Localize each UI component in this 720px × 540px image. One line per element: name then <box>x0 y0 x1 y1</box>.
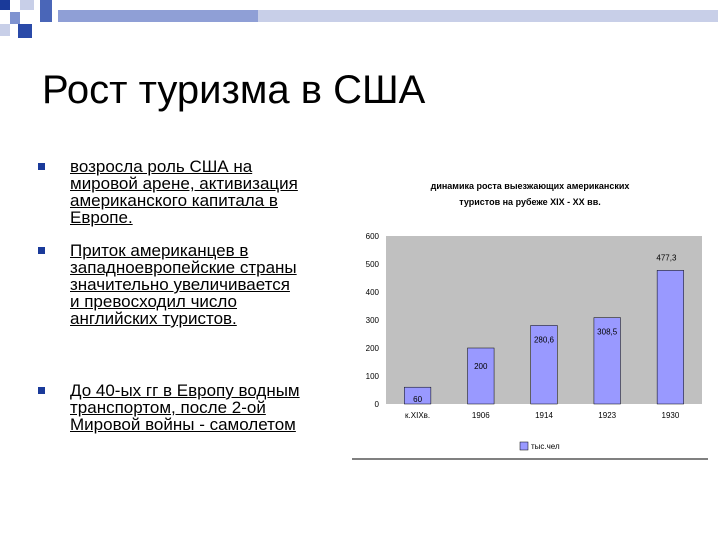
y-tick-label: 100 <box>365 372 379 381</box>
slide-title: Рост туризма в США <box>42 68 426 112</box>
y-tick-label: 600 <box>365 232 379 241</box>
x-tick-label: 1914 <box>535 411 553 420</box>
bullet-text: Приток американцев в западноевропейские страны значительно увеличивается и превосходил число английских туристов. <box>70 241 297 328</box>
data-label: 200 <box>474 362 488 371</box>
legend-swatch <box>520 442 528 450</box>
y-tick-label: 400 <box>365 288 379 297</box>
slide-decoration <box>0 0 720 48</box>
bullet-item <box>38 242 297 327</box>
chart-title-line-2: туристов на рубеже XIX - XX вв. <box>459 197 601 207</box>
data-label: 477,3 <box>656 253 677 263</box>
y-tick-label: 200 <box>365 344 379 353</box>
bar <box>657 270 684 404</box>
bullet-item <box>38 158 298 226</box>
bar-chart <box>352 172 708 460</box>
y-tick-label: 0 <box>374 400 379 409</box>
bullet-text: возросла роль США на мировой арене, активизация американского капитала в Европе. <box>70 157 298 227</box>
bullet-text: До 40-ых гг в Европу водным транспортом, после 2-ой Мировой войны - самолетом <box>70 381 300 434</box>
bullet-square-icon <box>38 247 45 254</box>
y-tick-label: 500 <box>365 260 379 269</box>
data-label: 280,6 <box>533 335 555 345</box>
x-tick-label: 1930 <box>661 411 680 420</box>
bullet-item <box>38 382 300 433</box>
bullet-square-icon <box>38 163 45 170</box>
data-label: 308,5 <box>597 327 618 337</box>
data-label: 60 <box>413 395 423 405</box>
y-tick-label: 300 <box>365 316 379 325</box>
bullet-square-icon <box>38 387 45 394</box>
legend-label: тыс.чел <box>531 442 560 451</box>
bar <box>468 348 495 404</box>
chart-title-line-1: динамика роста выезжающих американских <box>430 181 630 191</box>
x-tick-label: 1923 <box>598 411 617 420</box>
x-tick-label: к.XIXв. <box>405 411 431 420</box>
x-tick-label: 1906 <box>471 411 490 420</box>
